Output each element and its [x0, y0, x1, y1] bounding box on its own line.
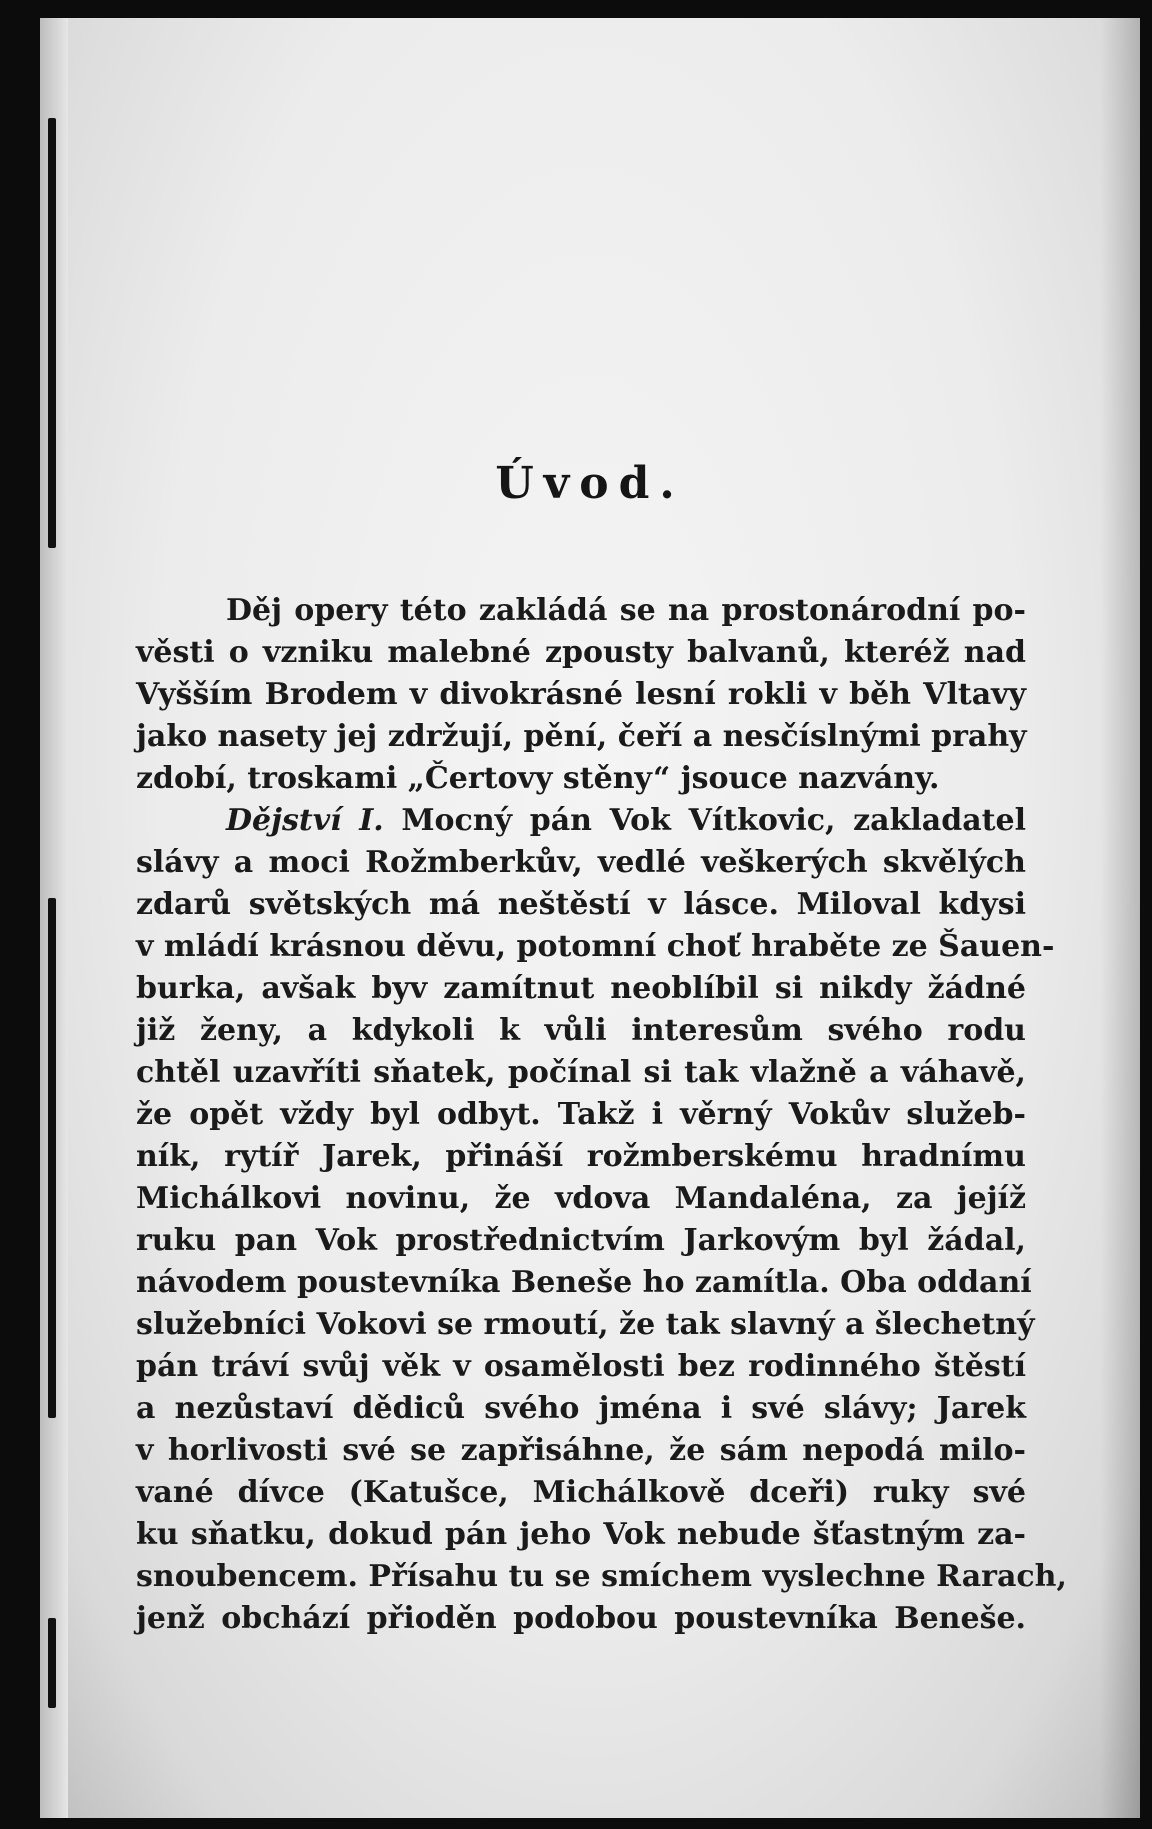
scanned-page — [40, 18, 1140, 1818]
text-line: věsti o vzniku malebné zpousty balvanů, kteréž nad — [136, 635, 1026, 670]
text-line — [136, 800, 1026, 842]
text-line: chtěl uzavříti sňatek, počínal si tak vlažně a váhavě, — [136, 1055, 1026, 1090]
text-line: v mládí krásnou děvu, potomní choť hraběte ze Šauen- — [136, 929, 1055, 964]
text-line: ruku pan Vok prostřednictvím Jarkovým byl žádal, — [136, 1223, 1026, 1258]
text-line: slávy a moci Rožmberkův, vedlé veškerých skvělých — [136, 845, 1026, 880]
text-line: burka, avšak byv zamítnut neoblíbil si nikdy žádné — [136, 971, 1026, 1006]
act-label: Dějství I. — [226, 803, 384, 838]
text-line: již ženy, a kdykoli k vůli interesům svého rodu — [136, 1013, 1026, 1048]
text-line: jenž obchází přioděn podobou poustevníka Beneše. — [136, 1601, 1026, 1636]
body-paragraph — [136, 590, 1067, 1640]
text-line: v horlivosti své se zapřisáhne, že sám nepodá milo- — [136, 1433, 1026, 1468]
text-line: a nezůstaví dědiců svého jména i své slávy; Jarek — [136, 1391, 1026, 1426]
binding-shadow-mark — [48, 898, 56, 1418]
page-edge-shadow — [1100, 18, 1140, 1818]
text-line: zdarů světských má neštěstí v lásce. Miloval kdysi — [136, 887, 1026, 922]
text-line: služebníci Vokovi se rmoutí, že tak slavný a šlechetný — [136, 1307, 1035, 1342]
text-line: jako nasety jej zdržují, pění, čeří a nesčíslnými prahy — [136, 719, 1027, 754]
binding-shadow-mark — [48, 1618, 56, 1708]
text-line: Michálkovi novinu, že vdova Mandaléna, za jejíž — [136, 1181, 1026, 1216]
text-line: ník, rytíř Jarek, přináší rožmberskému hradnímu — [136, 1139, 1026, 1174]
text-line: pán tráví svůj věk v osamělosti bez rodinného štěstí — [136, 1349, 1026, 1384]
text-line-rest: Mocný pán Vok Vítkovic, zakladatel — [401, 803, 1026, 838]
text-line: Děj opery této zakládá se na prostonárodní po- — [226, 593, 1026, 628]
text-line: Vyšším Brodem v divokrásné lesní rokli v běh Vltavy — [136, 677, 1026, 712]
text-line: návodem poustevníka Beneše ho zamítla. Oba oddaní — [136, 1265, 1032, 1300]
page-title: Úvod. — [495, 458, 685, 509]
text-line: vané dívce (Katušce, Michálkově dceři) ruky své — [136, 1475, 1026, 1510]
text-line: zdobí, troskami „Čertovy stěny“ jsouce nazvány. — [136, 761, 940, 796]
text-line: snoubencem. Přísahu tu se smíchem vyslechne Rarach, — [136, 1559, 1067, 1594]
text-line: ku sňatku, dokud pán jeho Vok nebude šťastným za- — [136, 1517, 1026, 1552]
text-line: že opět vždy byl odbyt. Takž i věrný Vokův služeb- — [136, 1097, 1026, 1132]
binding-edge — [40, 18, 68, 1818]
